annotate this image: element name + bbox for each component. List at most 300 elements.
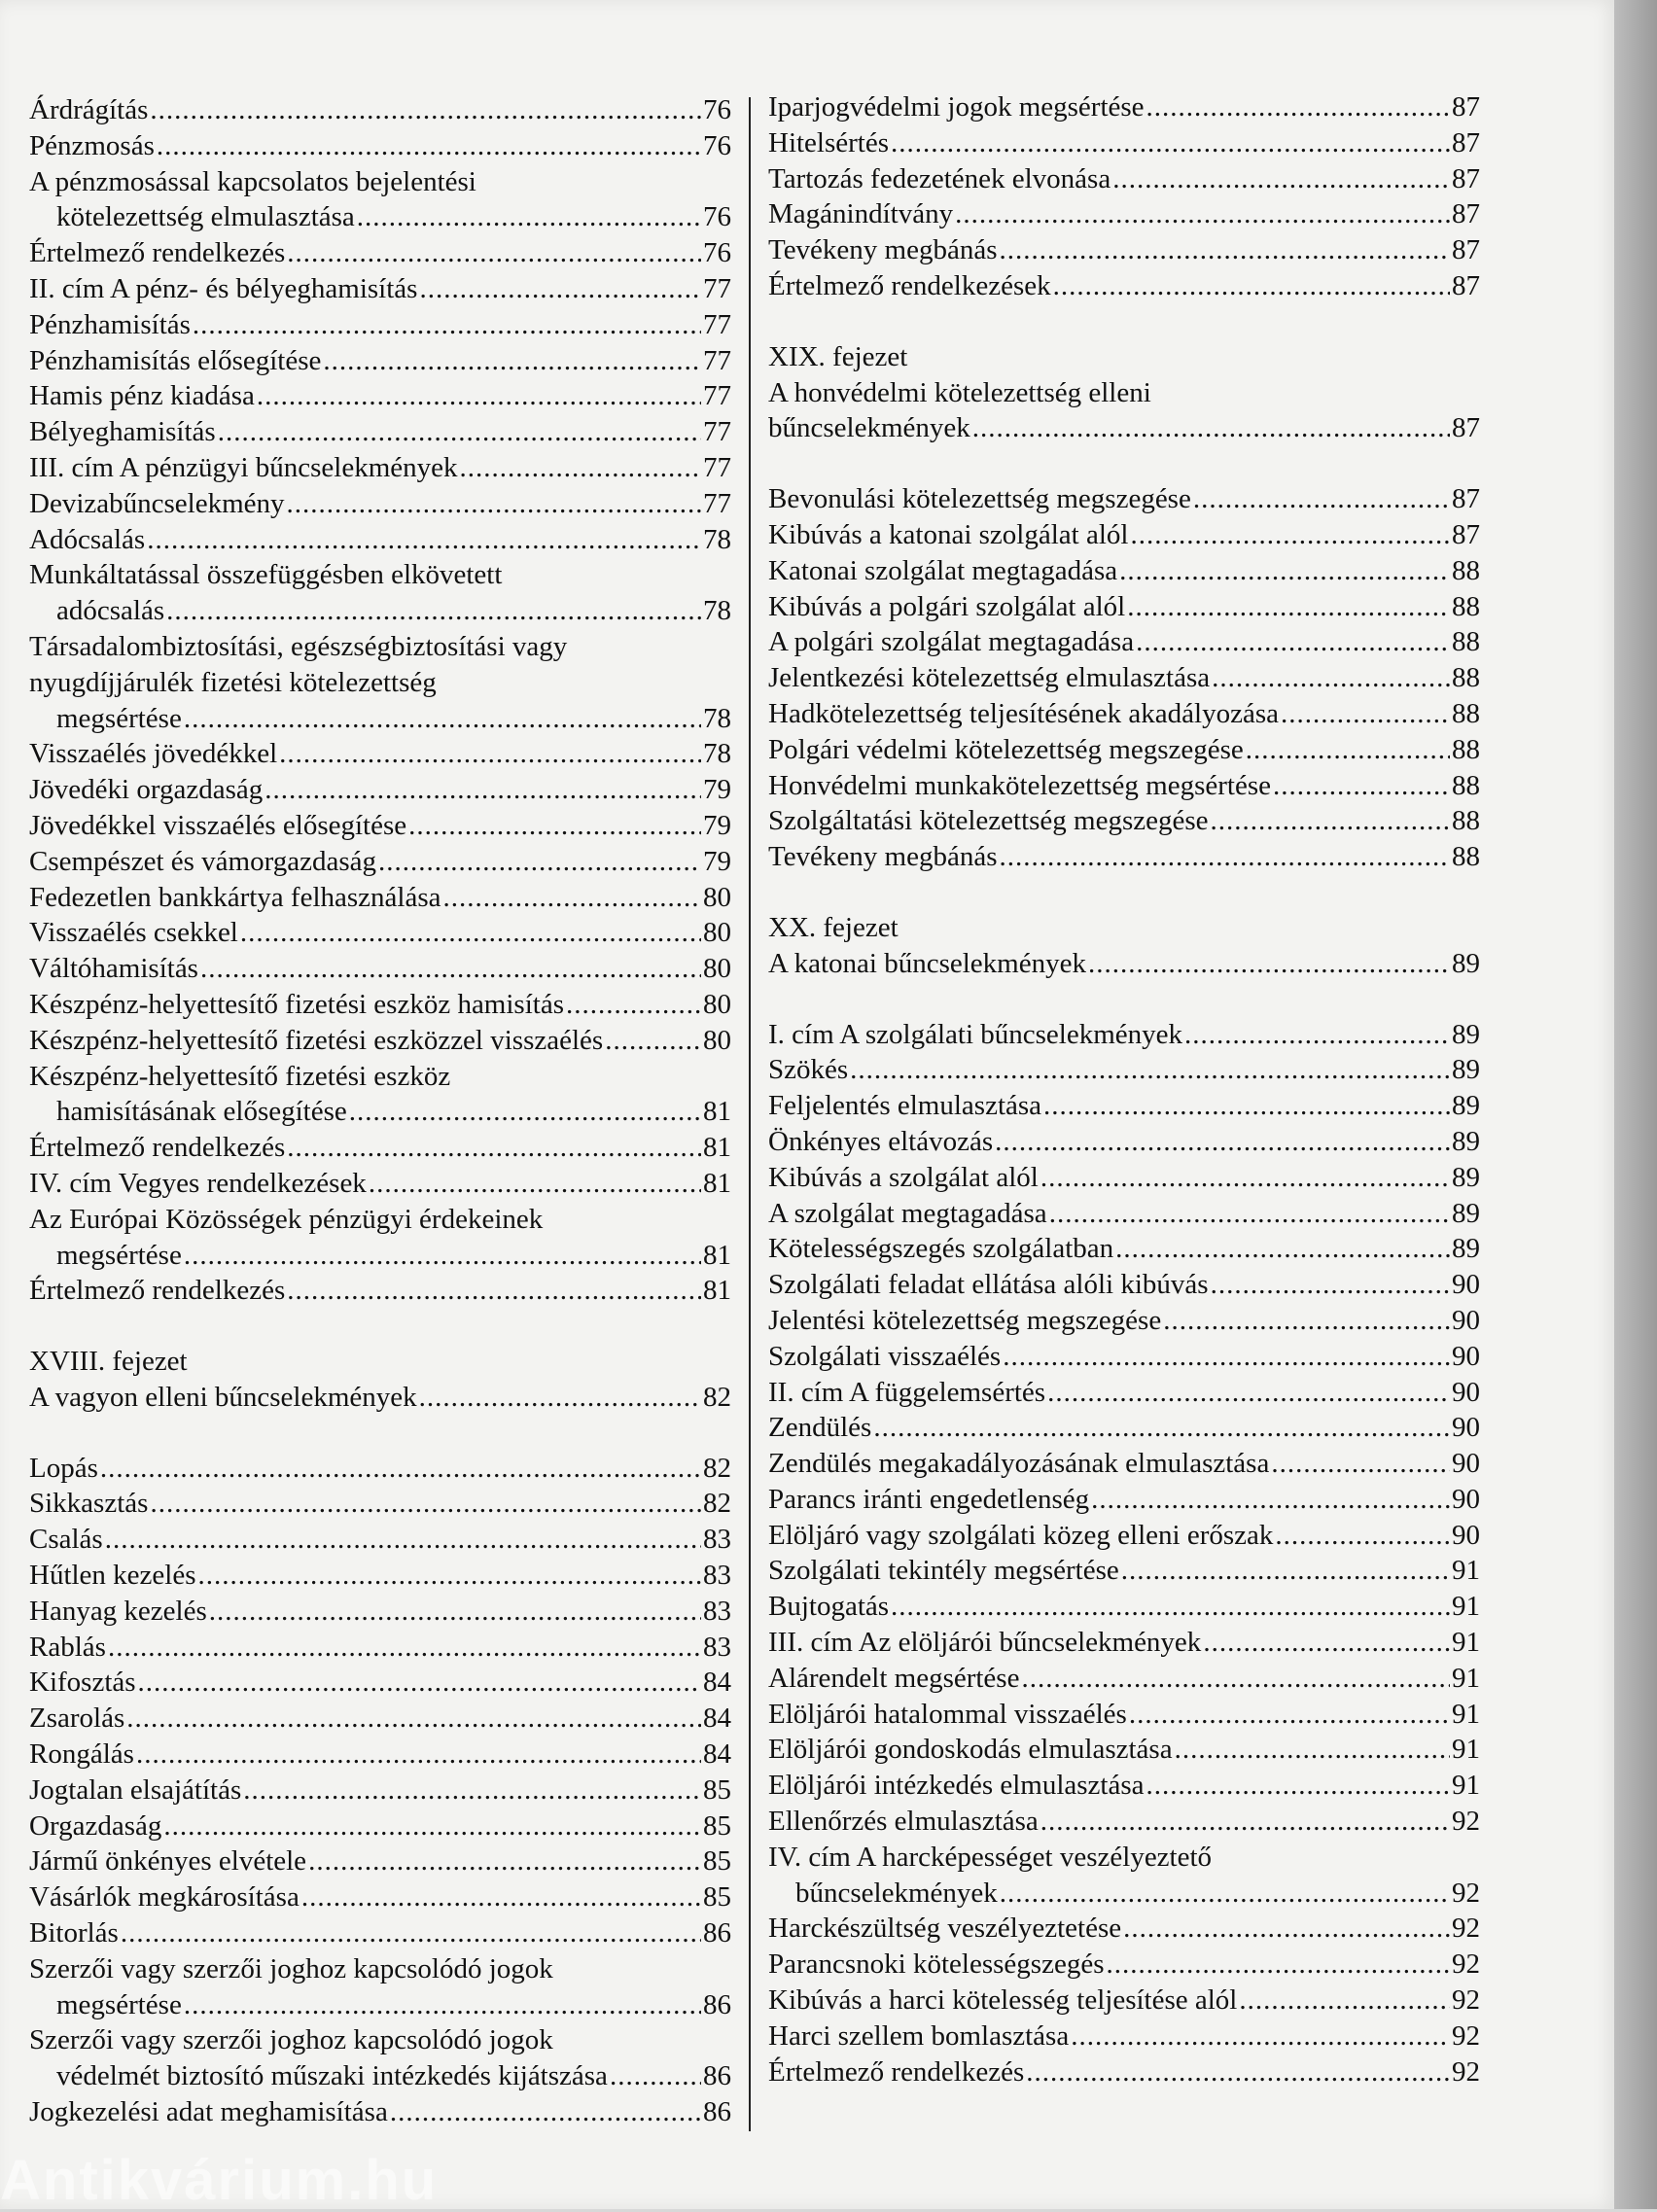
toc-entry-title: Értelmező rendelkezések	[768, 269, 1051, 301]
toc-row	[29, 486, 731, 522]
toc-page-number: 90	[1452, 1376, 1480, 1408]
toc-leader-dots	[243, 1773, 701, 1808]
toc-leader-dots	[264, 772, 701, 808]
toc-row	[768, 946, 1480, 982]
toc-page-number: 84	[703, 1738, 731, 1771]
toc-entry-title: Kibúvás a polgári szolgálat alól	[768, 590, 1126, 622]
toc-entry-title: Iparjogvédelmi jogok megsértése	[768, 91, 1145, 123]
toc-entry-title: Hamis pénz kiadása	[29, 380, 255, 412]
toc-entry-line: Az Európai Közösségek pénzügyi érdekeinek	[29, 1203, 544, 1235]
toc-row	[29, 915, 731, 951]
toc-row	[768, 1589, 1480, 1625]
chapter-heading: XIX. fejezet	[768, 340, 908, 372]
toc-row	[29, 2058, 731, 2094]
toc-leader-dots	[1246, 732, 1450, 768]
toc-page-number: 87	[1452, 483, 1480, 515]
toc-entry-multiline	[29, 1059, 731, 1131]
toc-leader-dots	[138, 1665, 701, 1701]
toc-row	[29, 1594, 731, 1630]
toc-page-number: 85	[703, 1809, 731, 1842]
toc-entry-title: bűncselekmények	[768, 412, 970, 444]
toc-leader-dots	[891, 125, 1450, 161]
toc-row	[768, 1339, 1480, 1375]
toc-row	[768, 660, 1480, 696]
toc-entry-title: Elöljárói intézkedés elmulasztása	[768, 1770, 1145, 1802]
toc-page-number: 88	[1452, 697, 1480, 729]
toc-entry-title: Értelmező rendelkezés	[29, 1132, 286, 1164]
toc-row	[29, 307, 731, 343]
toc-entry-title: Harci szellem bomlasztása	[768, 2019, 1070, 2052]
toc-page-number: 84	[703, 1703, 731, 1735]
toc-entry-title: Értelmező rendelkezés	[768, 2055, 1025, 2088]
toc-leader-dots	[1040, 1160, 1450, 1196]
toc-entry-title: bűncselekmények	[795, 1877, 998, 1909]
toc-leader-dots	[1043, 1088, 1450, 1124]
toc-entry-title: Jövedékkel visszaélés elősegítése	[29, 809, 407, 841]
toc-row	[768, 2019, 1480, 2054]
toc-page-number: 92	[1452, 1949, 1480, 1981]
toc-entry-multiline	[29, 164, 731, 236]
toc-entry-title: A vagyon elleni bűncselekmények	[29, 1381, 417, 1413]
toc-entry-multiline	[29, 1202, 731, 1274]
toc-row	[29, 235, 731, 271]
toc-page-number: 92	[1452, 1913, 1480, 1945]
toc-row	[29, 1701, 731, 1737]
toc-page-number: 88	[1452, 769, 1480, 801]
toc-row	[768, 768, 1480, 804]
toc-page-number: 77	[703, 308, 731, 340]
toc-page-number: 89	[1452, 1018, 1480, 1050]
toc-page-number: 86	[703, 1988, 731, 2020]
toc-entry-title: Kibúvás a harci kötelesség teljesítése alól	[768, 1984, 1238, 2017]
toc-page-number: 92	[1452, 1984, 1480, 2017]
toc-leader-dots	[1146, 89, 1450, 125]
toc-entry-multiline	[29, 629, 731, 736]
toc-row	[29, 343, 731, 379]
toc-entry-title: Bevonulási kötelezettség megszegése	[768, 483, 1191, 515]
toc-row	[29, 701, 731, 737]
toc-row	[29, 414, 731, 450]
toc-row	[768, 839, 1480, 875]
toc-page-number: 78	[703, 738, 731, 770]
toc-row	[768, 1231, 1480, 1267]
toc-leader-dots	[308, 1843, 701, 1879]
toc-leader-dots	[408, 808, 701, 844]
toc-entry-title: Bitorlás	[29, 1917, 119, 1949]
toc-entry-line: IV. cím A harcképességet veszélyeztető	[768, 1841, 1213, 1873]
toc-leader-dots	[1163, 1303, 1450, 1339]
toc-entry-title: Katonai szolgálat megtagadása	[768, 554, 1118, 586]
toc-page-number: 79	[703, 809, 731, 841]
toc-entry-title: Adócsalás	[29, 523, 146, 555]
toc-page-number: 76	[703, 201, 731, 233]
toc-entry-title: A katonai bűncselekmények	[768, 947, 1086, 979]
toc-leader-dots	[100, 1451, 701, 1487]
toc-page-number: 89	[1452, 1054, 1480, 1086]
toc-row	[29, 987, 731, 1023]
toc-row	[768, 1052, 1480, 1088]
toc-leader-dots	[419, 1380, 701, 1416]
toc-leader-dots	[972, 410, 1450, 446]
toc-leader-dots	[443, 880, 701, 916]
toc-entry-title: Készpénz-helyettesítő fizetési eszközzel visszaélés	[29, 1024, 604, 1056]
toc-leader-dots	[1115, 1231, 1450, 1267]
toc-page-number: 88	[1452, 626, 1480, 658]
toc-entry-title: Elöljárói gondoskodás elmulasztása	[768, 1734, 1173, 1766]
toc-entry-multiline	[29, 557, 731, 629]
section-gap	[768, 304, 1480, 339]
toc-leader-dots	[1106, 1947, 1450, 1983]
toc-page-number: 85	[703, 1773, 731, 1806]
toc-row	[29, 1522, 731, 1558]
toc-page-number: 91	[1452, 1662, 1480, 1694]
toc-entry-title: Polgári védelmi kötelezettség megszegése	[768, 733, 1244, 765]
toc-row	[29, 1023, 731, 1059]
toc-row	[768, 1482, 1480, 1518]
toc-entry-title: II. cím A pénz- és bélyeghamisítás	[29, 272, 418, 304]
toc-row	[768, 125, 1480, 161]
toc-page-number: 83	[703, 1631, 731, 1663]
toc-row	[29, 1166, 731, 1202]
toc-page-number: 92	[1452, 1877, 1480, 1909]
toc-page-number: 84	[703, 1667, 731, 1699]
toc-entry-title: I. cím A szolgálati bűncselekmények	[768, 1018, 1183, 1050]
toc-leader-dots	[1211, 803, 1450, 839]
toc-row	[29, 844, 731, 880]
toc-leader-dots	[1275, 1518, 1450, 1554]
toc-leader-dots	[1040, 1804, 1450, 1840]
toc-column-right	[768, 89, 1480, 2089]
toc-leader-dots	[1212, 660, 1450, 696]
toc-entry-title: Kifosztás	[29, 1667, 136, 1699]
toc-entry-title: megsértése	[56, 1239, 182, 1271]
toc-leader-dots	[1053, 268, 1450, 304]
toc-entry-title: hamisításának elősegítése	[56, 1096, 347, 1128]
toc-row	[768, 1983, 1480, 2019]
toc-leader-dots	[1049, 1196, 1450, 1232]
toc-entry-title: Jogtalan elsajátítás	[29, 1773, 242, 1806]
toc-page-number: 90	[1452, 1269, 1480, 1301]
toc-leader-dots	[184, 1238, 701, 1274]
toc-entry-title: Árdrágítás	[29, 94, 149, 125]
toc-entry-title: Parancsnoki kötelességszegés	[768, 1949, 1105, 1981]
toc-page-number: 87	[1452, 91, 1480, 123]
toc-row	[29, 1879, 731, 1915]
toc-page-number: 86	[703, 1917, 731, 1949]
toc-entry-title: Váltóhamisítás	[29, 953, 198, 985]
toc-entry-title: Rongálás	[29, 1738, 134, 1771]
toc-entry-line: Munkáltatással összefüggésben elkövetett	[29, 559, 503, 591]
toc-entry-title: A polgári szolgálat megtagadása	[768, 626, 1135, 658]
toc-page-number: 82	[703, 1381, 731, 1413]
toc-entry-title: Szökés	[768, 1054, 849, 1086]
toc-row	[29, 593, 731, 629]
toc-leader-dots	[610, 2058, 701, 2094]
toc-leader-dots	[150, 92, 701, 128]
toc-page-number: 90	[1452, 1412, 1480, 1444]
toc-leader-dots	[891, 1589, 1450, 1625]
toc-page-number: 87	[1452, 234, 1480, 266]
toc-row	[29, 1558, 731, 1594]
toc-leader-dots	[147, 522, 701, 558]
toc-leader-dots	[218, 414, 701, 450]
toc-entry-title: Elöljáró vagy szolgálati közeg elleni erőszak	[768, 1519, 1274, 1551]
toc-entry-title: Pénzhamisítás	[29, 308, 191, 340]
toc-page-number: 80	[703, 988, 731, 1020]
toc-row	[29, 951, 731, 987]
toc-leader-dots	[995, 1124, 1450, 1160]
toc-row	[29, 1987, 731, 2023]
toc-page-number: 89	[1452, 1197, 1480, 1229]
toc-leader-dots	[1000, 1876, 1450, 1912]
toc-page-number: 87	[1452, 162, 1480, 194]
section-gap	[768, 875, 1480, 910]
toc-page-number: 88	[1452, 733, 1480, 765]
toc-leader-dots	[287, 486, 701, 522]
toc-leader-dots	[1119, 553, 1450, 589]
toc-page-number: 76	[703, 94, 731, 125]
toc-row	[768, 1697, 1480, 1733]
toc-leader-dots	[1281, 696, 1450, 732]
toc-entry-title: Kibúvás a katonai szolgálat alól	[768, 518, 1129, 550]
toc-row	[768, 1911, 1480, 1947]
toc-page-number: 88	[1452, 662, 1480, 694]
toc-leader-dots	[357, 199, 701, 235]
toc-page-number: 90	[1452, 1448, 1480, 1480]
toc-row	[29, 880, 731, 916]
toc-page-number: 92	[1452, 2019, 1480, 2052]
toc-page-number: 88	[1452, 805, 1480, 837]
section-gap	[768, 446, 1480, 481]
toc-leader-dots	[349, 1094, 701, 1130]
toc-leader-dots	[1088, 946, 1450, 982]
toc-page-number: 77	[703, 487, 731, 519]
toc-page-number: 91	[1452, 1627, 1480, 1659]
toc-row	[768, 624, 1480, 660]
toc-leader-dots	[1273, 768, 1450, 804]
toc-row	[768, 1768, 1480, 1804]
toc-leader-dots	[378, 844, 701, 880]
toc-leader-dots	[198, 1558, 701, 1594]
toc-entry-title: Zendülés megakadályozásának elmulasztása	[768, 1448, 1270, 1480]
toc-row	[768, 161, 1480, 197]
toc-row	[768, 1661, 1480, 1697]
column-divider	[749, 97, 751, 2131]
toc-row	[29, 128, 731, 164]
toc-row	[768, 410, 1480, 446]
toc-row	[768, 1553, 1480, 1589]
toc-entry-line: Készpénz-helyettesítő fizetési eszköz	[29, 1060, 451, 1092]
toc-entry-title: Jármű önkényes elvétele	[29, 1845, 307, 1878]
toc-entry-title: Hadkötelezettség teljesítésének akadályozása	[768, 697, 1279, 729]
toc-leader-dots	[1003, 1339, 1450, 1375]
toc-row	[768, 268, 1480, 304]
toc-leader-dots	[287, 1130, 701, 1166]
toc-leader-dots	[240, 915, 701, 951]
toc-page-number: 78	[703, 702, 731, 734]
toc-page-number: 89	[1452, 1125, 1480, 1157]
toc-entry-title: III. cím A pénzügyi bűncselekmények	[29, 451, 458, 483]
toc-leader-dots	[166, 593, 701, 629]
toc-leader-dots	[460, 450, 701, 486]
toc-row	[768, 1303, 1480, 1339]
toc-entry-title: Készpénz-helyettesítő fizetési eszköz hamisítás	[29, 988, 564, 1020]
toc-entry-title: védelmét biztosító műszaki intézkedés kijátszása	[56, 2060, 608, 2092]
toc-leader-dots	[1129, 1697, 1450, 1733]
toc-page-number: 91	[1452, 1555, 1480, 1587]
toc-row	[29, 1451, 731, 1487]
toc-leader-dots	[1271, 1446, 1450, 1482]
toc-leader-dots	[1071, 2019, 1450, 2054]
toc-entry-title: Lopás	[29, 1452, 98, 1484]
toc-row	[29, 808, 731, 844]
toc-entry-title: Pénzmosás	[29, 129, 155, 161]
toc-leader-dots	[873, 1410, 1450, 1446]
toc-row	[768, 196, 1480, 232]
toc-entry-title: Jogkezelési adat meghamisítása	[29, 2096, 388, 2128]
toc-page-number: 87	[1452, 269, 1480, 301]
toc-entry-line: Szerzői vagy szerzői joghoz kapcsolódó jogok	[29, 2024, 553, 2056]
toc-page-number: 83	[703, 1560, 731, 1592]
toc-entry-title: Tevékeny megbánás	[768, 841, 998, 873]
toc-page-number: 78	[703, 523, 731, 555]
toc-entry-title: Csalás	[29, 1524, 103, 1556]
toc-row	[29, 1094, 731, 1130]
toc-entry-title: Alárendelt megsértése	[768, 1662, 1020, 1694]
toc-leader-dots	[193, 307, 701, 343]
toc-entry-line: nyugdíjjárulék fizetési kötelezettség	[29, 666, 437, 698]
toc-leader-dots	[369, 1166, 701, 1202]
toc-row	[768, 1267, 1480, 1303]
toc-row	[768, 1196, 1480, 1232]
toc-entry-title: Hanyag kezelés	[29, 1595, 207, 1627]
toc-entry-title: Magánindítvány	[768, 198, 954, 230]
toc-row	[29, 450, 731, 486]
section-gap	[29, 1416, 731, 1451]
toc-leader-dots	[1123, 1911, 1450, 1947]
toc-page-number: 87	[1452, 126, 1480, 158]
toc-leader-dots	[1184, 1017, 1450, 1053]
toc-page-number: 87	[1452, 518, 1480, 550]
chapter-heading: XX. fejezet	[768, 911, 899, 943]
toc-entry-title: Visszaélés jövedékkel	[29, 738, 278, 770]
toc-row	[768, 517, 1480, 553]
toc-leader-dots	[1047, 1375, 1450, 1411]
toc-row	[768, 232, 1480, 268]
toc-entry-title: Orgazdaság	[29, 1809, 162, 1842]
toc-page-number: 88	[1452, 590, 1480, 622]
toc-row	[768, 1160, 1480, 1196]
toc-row	[29, 1915, 731, 1951]
toc-page-number: 87	[1452, 198, 1480, 230]
toc-leader-dots	[184, 1987, 701, 2023]
toc-page-number: 87	[1452, 412, 1480, 444]
toc-leader-dots	[1175, 1732, 1450, 1768]
toc-entry-title: Bujtogatás	[768, 1591, 890, 1623]
toc-row	[768, 2054, 1480, 2090]
toc-row	[29, 1130, 731, 1166]
toc-row	[29, 1238, 731, 1274]
toc-leader-dots	[121, 1915, 701, 1951]
toc-page-number: 89	[1452, 1090, 1480, 1122]
toc-leader-dots	[1021, 1661, 1450, 1697]
toc-column-left	[29, 92, 731, 2130]
toc-leader-dots	[108, 1630, 701, 1666]
toc-leader-dots	[1127, 589, 1450, 625]
toc-leader-dots	[1000, 232, 1450, 268]
toc-entry-title: Tartozás fedezetének elvonása	[768, 162, 1111, 194]
toc-leader-dots	[1000, 839, 1450, 875]
toc-leader-dots	[184, 701, 701, 737]
section-gap	[768, 982, 1480, 1017]
toc-row	[29, 1808, 731, 1844]
toc-page-number: 82	[703, 1452, 731, 1484]
toc-row	[29, 1773, 731, 1808]
toc-entry-title: Zendülés	[768, 1412, 872, 1444]
toc-entry-title: Jövedéki orgazdaság	[29, 774, 264, 806]
toc-leader-dots	[257, 378, 701, 414]
toc-entry-line: Szerzői vagy szerzői joghoz kapcsolódó jogok	[29, 1952, 553, 1984]
toc-entry-title: Szolgálati feladat ellátása alóli kibúvás	[768, 1269, 1209, 1301]
toc-entry-title: Értelmező rendelkezés	[29, 237, 286, 269]
toc-leader-dots	[1146, 1768, 1450, 1804]
toc-entry-title: Jelentési kötelezettség megszegése	[768, 1304, 1162, 1336]
toc-row	[29, 199, 731, 235]
toc-entry-title: Bélyeghamisítás	[29, 416, 216, 448]
toc-row	[768, 1017, 1480, 1053]
toc-entry-title: Jelentkezési kötelezettség elmulasztása	[768, 662, 1211, 694]
toc-entry-title: Értelmező rendelkezés	[29, 1275, 286, 1307]
toc-row	[29, 1273, 731, 1309]
toc-leader-dots	[200, 951, 701, 987]
toc-page-number: 80	[703, 917, 731, 949]
toc-entry-title: Devizabűncselekmény	[29, 487, 285, 519]
toc-row	[768, 553, 1480, 589]
toc-row	[29, 2094, 731, 2130]
toc-page-number: 92	[1452, 2055, 1480, 2088]
toc-leader-dots	[1211, 1267, 1450, 1303]
toc-row	[768, 1410, 1480, 1446]
toc-entry-title: Szolgálati visszaélés	[768, 1340, 1002, 1372]
toc-row	[29, 92, 731, 128]
toc-page-number: 82	[703, 1488, 731, 1520]
toc-page-number: 80	[703, 881, 731, 913]
toc-row	[768, 1088, 1480, 1124]
toc-row	[29, 1737, 731, 1773]
toc-entry-title: Hűtlen kezelés	[29, 1560, 196, 1592]
toc-page-number: 86	[703, 2060, 731, 2092]
toc-entry-title: II. cím A függelemsértés	[768, 1376, 1046, 1408]
toc-page-number: 85	[703, 1845, 731, 1878]
toc-entry-title: Szolgálati tekintély megsértése	[768, 1555, 1119, 1587]
toc-page-number: 88	[1452, 554, 1480, 586]
toc-entry-title: Pénzhamisítás elősegítése	[29, 344, 322, 376]
toc-row	[29, 1843, 731, 1879]
toc-page-number: 83	[703, 1524, 731, 1556]
toc-row	[768, 1124, 1480, 1160]
toc-entry-title: Ellenőrzés elmulasztása	[768, 1806, 1039, 1838]
toc-leader-dots	[150, 1486, 701, 1522]
toc-page-number: 89	[1452, 1161, 1480, 1193]
toc-entry-line: Társadalombiztosítási, egészségbiztosítási vagy	[29, 630, 568, 662]
toc-entry-multiline	[29, 2022, 731, 2094]
toc-page-number: 76	[703, 237, 731, 269]
toc-leader-dots	[419, 271, 701, 307]
toc-page-number: 90	[1452, 1483, 1480, 1515]
toc-entry-title: Visszaélés csekkel	[29, 917, 238, 949]
toc-leader-dots	[1091, 1482, 1450, 1518]
toc-row	[768, 1732, 1480, 1768]
